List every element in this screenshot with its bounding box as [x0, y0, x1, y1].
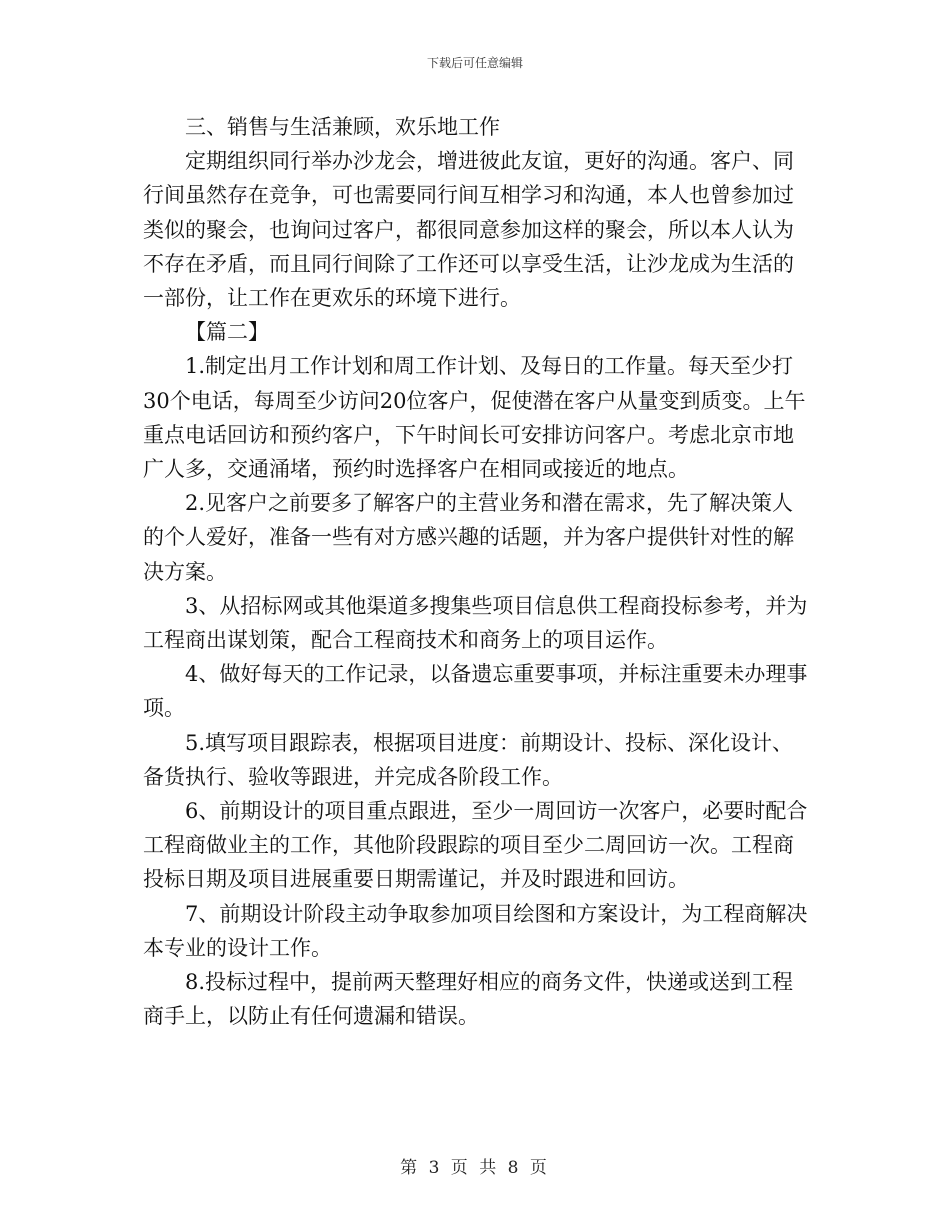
page-number-footer: 第 3 页 共 8 页	[400, 1158, 550, 1178]
document-body	[143, 110, 811, 1033]
paragraph-item-8: 8.投标过程中，提前两天整理好相应的商务文件，快递或送到工程商手上，以防止有任何遗漏和错误。	[143, 970, 794, 1029]
paragraph-item-1: 1.制定出月工作计划和周工作计划、及每日的工作量。每天至少打30个电话，每周至少访问20位客户，促使潜在客户从量变到质变。上午重点电话回访和预约客户，下午时间长可安排访问客户。考虑北京市地广人多，交通涌堵，预约时选择客户在相同或接近的地点。	[143, 354, 806, 482]
paragraph-item-7: 7、前期设计阶段主动争取参加项目绘图和方案设计，为工程商解决本专业的设计工作。	[143, 901, 808, 960]
chapter-heading: 【篇二】	[185, 320, 269, 345]
paragraph-item-4: 4、做好每天的工作记录，以备遗忘重要事项，并标注重要未办理事项。	[143, 662, 808, 721]
section-heading: 三、销售与生活兼顾，欢乐地工作	[185, 115, 500, 139]
paragraph-item-3: 3、从招标网或其他渠道多搜集些项目信息供工程商投标参考，并为工程商出谋划策，配合工程商技术和商务上的项目运作。	[143, 593, 808, 653]
paragraph-item-6: 6、前期设计的项目重点跟进，至少一周回访一次客户，必要时配合工程商做业主的工作，其他阶段跟踪的项目至少二周回访一次。工程商投标日期及项目进展重要日期需谨记，并及时跟进和回访。	[143, 799, 808, 892]
paragraph-item-2: 2.见客户之前要多了解客户的主营业务和潜在需求，先了解决策人的个人爱好，准备一些有对方感兴趣的话题，并为客户提供针对性的解决方案。	[143, 491, 794, 584]
paragraph-salon: 定期组织同行举办沙龙会，增进彼此友谊，更好的沟通。客户、同行间虽然存在竞争，可也需要同行间互相学习和沟通，本人也曾参加过类似的聚会，也询问过客户，都很同意参加这样的聚会，所以本人认为不存在矛盾，而且同行间除了工作还可以享受生活，让沙龙成为生活的一部份，让工作在更欢乐的环境下进行。	[143, 149, 794, 311]
header-note: 下载后可任意编辑	[426, 56, 523, 70]
paragraph-item-5: 5.填写项目跟踪表，根据项目进度：前期设计、投标、深化设计、备货执行、验收等跟进，并完成各阶段工作。	[143, 730, 794, 789]
